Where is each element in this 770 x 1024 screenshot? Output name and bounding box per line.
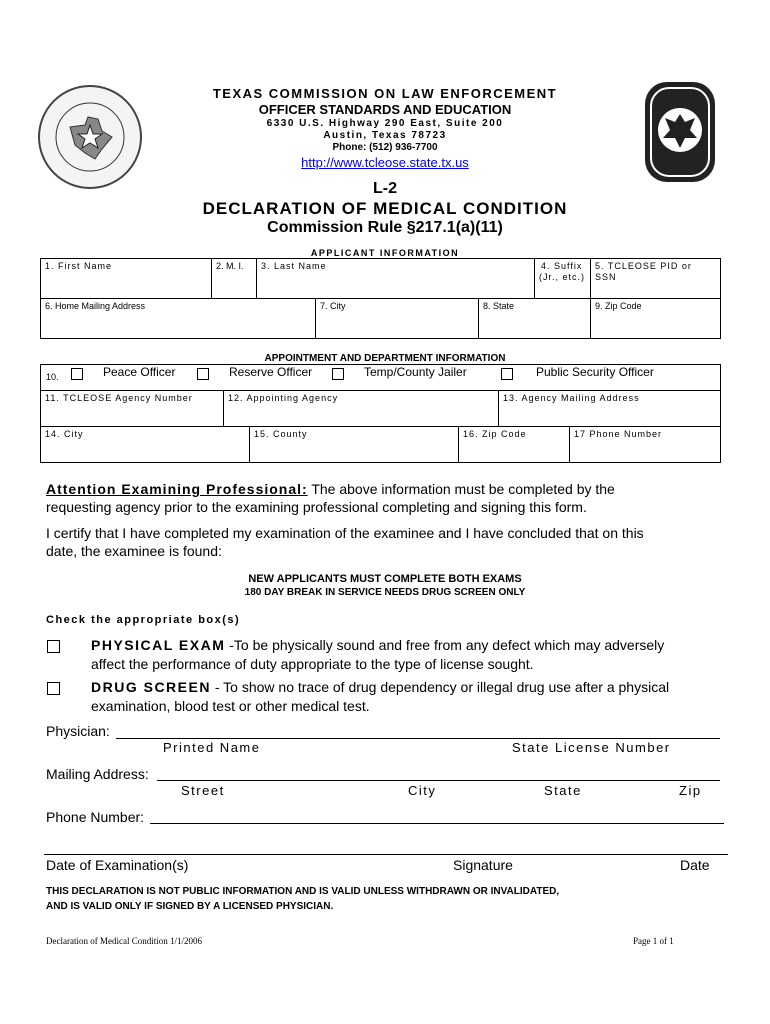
street-label: Street <box>181 783 225 798</box>
city-field[interactable]: 7. City <box>316 299 479 339</box>
temp-county-jailer-label: Temp/County Jailer <box>364 365 467 379</box>
reserve-officer-label: Reserve Officer <box>229 365 313 379</box>
org-address-line-2: Austin, Texas 78723 <box>323 130 447 141</box>
pid-ssn-field[interactable]: 5. TCLEOSE PID or SSN <box>591 259 721 299</box>
physician-line[interactable] <box>116 738 720 739</box>
attention-label: Attention Examining Professional: <box>46 481 308 497</box>
peace-officer-checkbox[interactable] <box>71 368 83 380</box>
middle-initial-field[interactable]: 2. M. I. <box>212 259 257 299</box>
form-title: DECLARATION OF MEDICAL CONDITION <box>202 199 568 218</box>
zip-label: Zip <box>679 783 702 798</box>
physical-exam-text: PHYSICAL EXAM -To be physically sound and free from any defect which may adversely affect the performance of duty appropriate to the type of license sought. <box>91 637 665 672</box>
drug-screen-checkbox[interactable] <box>47 682 60 695</box>
org-name: TEXAS COMMISSION ON LAW ENFORCEMENT <box>212 86 558 101</box>
field-10-label: 10. <box>46 372 59 382</box>
drug-screen-text: DRUG SCREEN - To show no trace of drug dependency or illegal drug use after a physical examination, blood test or other medical test. <box>91 679 670 714</box>
form-number: L-2 <box>373 180 397 197</box>
physical-exam-checkbox[interactable] <box>47 640 60 653</box>
temp-county-jailer-checkbox[interactable] <box>332 368 344 380</box>
footer-page-number: Page 1 of 1 <box>633 936 674 946</box>
phone-number-label: Phone Number: <box>46 809 145 825</box>
agency-phone-field[interactable]: 17 Phone Number <box>570 427 721 463</box>
appointing-agency-field[interactable]: 12. Appointing Agency <box>224 391 499 427</box>
home-address-field[interactable]: 6. Home Mailing Address <box>41 299 316 339</box>
city-label: City <box>408 783 437 798</box>
license-number-label: State License Number <box>512 740 671 755</box>
public-security-officer-label: Public Security Officer <box>536 365 654 379</box>
mailing-address-label: Mailing Address: <box>46 766 149 782</box>
state-label: State <box>544 783 582 798</box>
agency-county-field[interactable]: 15. County <box>250 427 459 463</box>
suffix-field[interactable]: 4. Suffix (Jr., etc.) <box>535 259 591 299</box>
reserve-officer-checkbox[interactable] <box>197 368 209 380</box>
agency-number-field[interactable]: 11. TCLEOSE Agency Number <box>41 391 224 427</box>
applicant-table <box>40 258 721 339</box>
disclaimer: THIS DECLARATION IS NOT PUBLIC INFORMATION AND IS VALID UNLESS WITHDRAWN OR INVALIDATED, AND IS VALID ONLY IF SIGNED BY A LICENSED PHYSICIAN. <box>46 886 560 912</box>
org-website-link[interactable]: http://www.tcleose.state.tx.us <box>301 155 469 170</box>
mailing-address-line[interactable] <box>157 780 720 781</box>
date-label: Date <box>680 857 710 873</box>
commission-rule: Commission Rule §217.1(a)(11) <box>267 219 503 236</box>
notice-both-exams: NEW APPLICANTS MUST COMPLETE BOTH EXAMS <box>248 573 522 585</box>
agency-zip-field[interactable]: 16. Zip Code <box>459 427 570 463</box>
state-field[interactable]: 8. State <box>479 299 591 339</box>
appointment-section-title: APPOINTMENT AND DEPARTMENT INFORMATION <box>264 353 506 364</box>
first-name-field[interactable]: 1. First Name <box>41 259 212 299</box>
org-phone: Phone: (512) 936-7700 <box>332 142 438 153</box>
signature-label: Signature <box>453 857 513 873</box>
signature-line[interactable] <box>44 854 728 855</box>
agency-address-field[interactable]: 13. Agency Mailing Address <box>499 391 721 427</box>
zip-field[interactable]: 9. Zip Code <box>591 299 721 339</box>
footer-form-id: Declaration of Medical Condition 1/1/2006 <box>46 936 202 946</box>
phone-number-line[interactable] <box>150 823 724 824</box>
org-address-line-1: 6330 U.S. Highway 290 East, Suite 200 <box>266 118 504 129</box>
notice-drug-screen: 180 DAY BREAK IN SERVICE NEEDS DRUG SCREEN ONLY <box>244 587 526 598</box>
appointment-table <box>40 364 721 463</box>
attention-paragraph: Attention Examining Professional: The above information must be completed by the requesting agency prior to the examining professional completing and signing this form. <box>46 481 615 515</box>
date-of-examination-label: Date of Examination(s) <box>46 857 189 873</box>
peace-officer-label: Peace Officer <box>103 365 176 379</box>
check-boxes-label: Check the appropriate box(s) <box>46 614 241 626</box>
applicant-section-title: APPLICANT INFORMATION <box>310 248 460 258</box>
agency-city-field[interactable]: 14. City <box>41 427 250 463</box>
officer-type-row <box>41 365 721 391</box>
certification-paragraph: I certify that I have completed my examination of the examinee and I have concluded that on this date, the examinee is found: <box>46 525 644 559</box>
last-name-field[interactable]: 3. Last Name <box>257 259 535 299</box>
printed-name-label: Printed Name <box>163 740 261 755</box>
public-security-officer-checkbox[interactable] <box>501 368 513 380</box>
org-subtitle: OFFICER STANDARDS AND EDUCATION <box>258 102 512 117</box>
physician-label: Physician: <box>46 723 110 739</box>
